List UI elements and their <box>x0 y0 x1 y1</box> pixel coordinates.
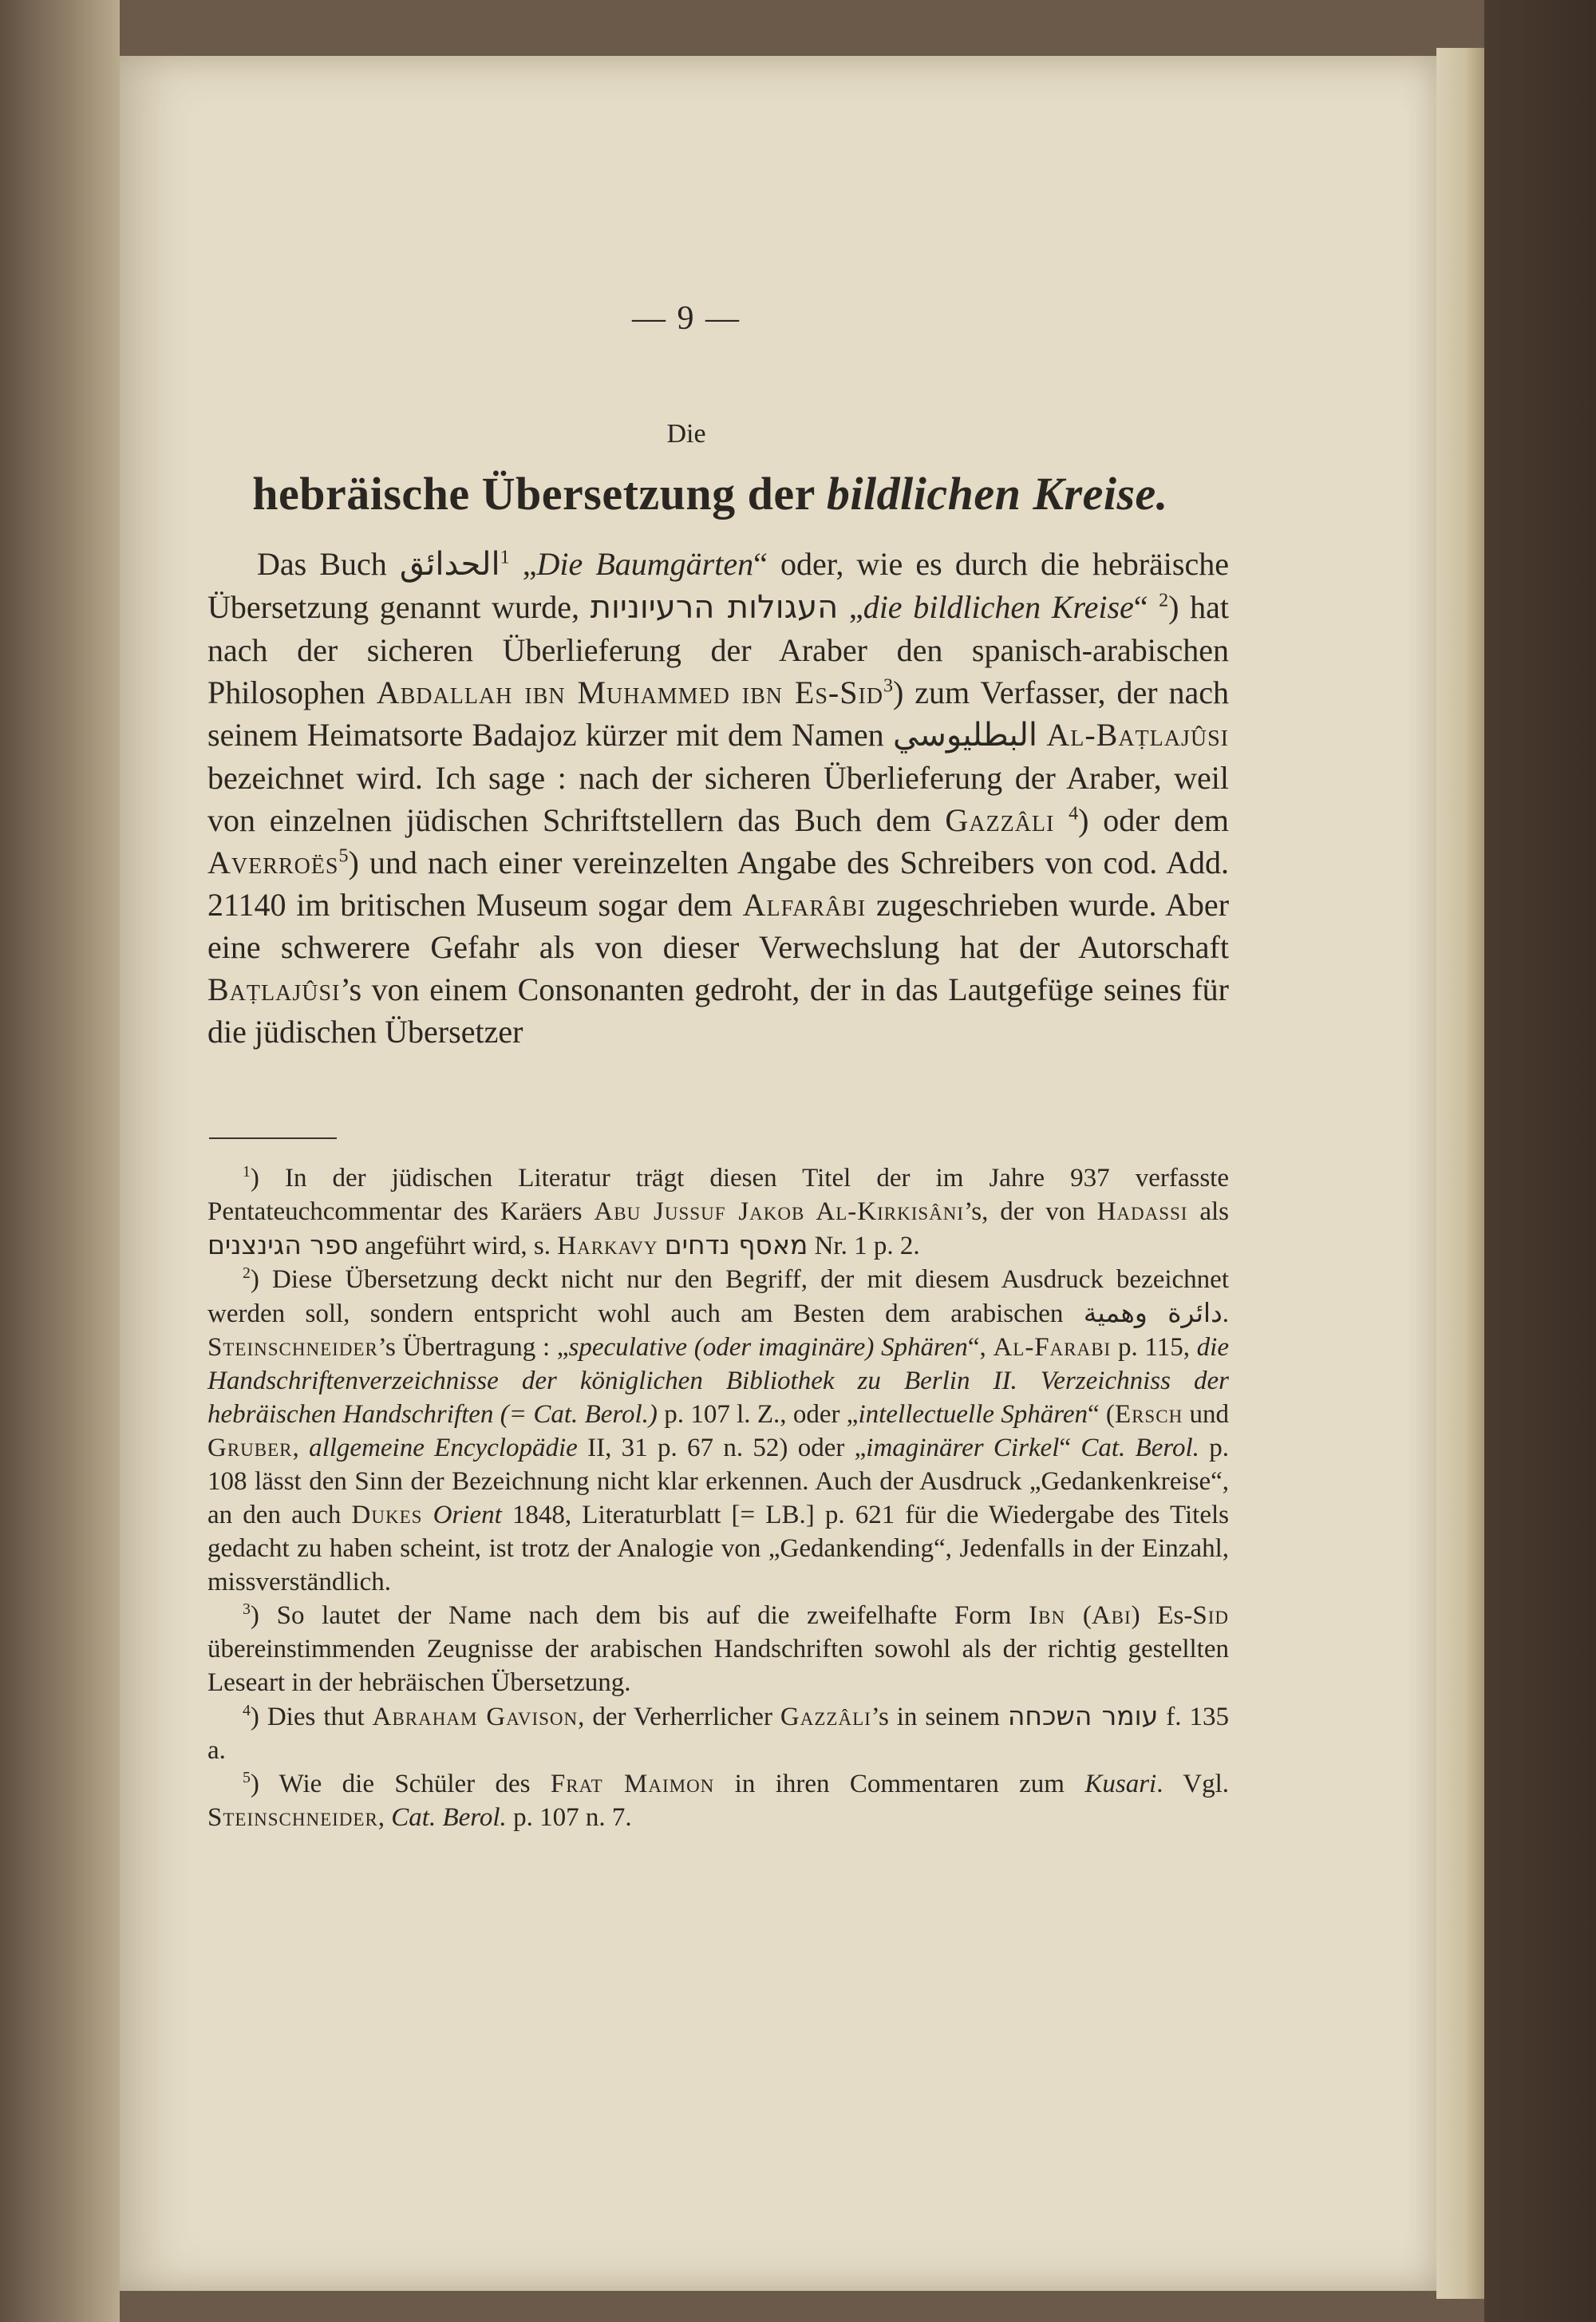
text-run: , der Verherrlicher <box>578 1703 780 1731</box>
footnote-1 <box>207 1161 1229 1263</box>
text-run: , <box>377 1803 392 1832</box>
author-name: Averroës <box>207 845 339 880</box>
text-run: ’s, der von <box>964 1197 1097 1226</box>
author-name: Alfarâbi <box>742 887 867 923</box>
text-run <box>658 1232 665 1260</box>
author-name: Gruber <box>207 1434 293 1462</box>
text-run: ’s Übertragung : „ <box>377 1333 569 1362</box>
footnote-ref-3[interactable]: 3 <box>883 675 894 697</box>
author-name: Ersch <box>1114 1400 1183 1429</box>
author-name: Frat Maimon <box>550 1770 715 1798</box>
text-run: Das Buch <box>257 546 400 582</box>
text-run: 1848, Literaturblatt [= LB.] p. 621 für die Wiedergabe des Titels gedacht zu haben scheint, ist trotz der Analogie von „Gedankending“, Jedenfalls in der Einzahl, missverständlich. <box>207 1501 1230 1596</box>
author-name: Abi <box>1091 1601 1132 1630</box>
footnote-ref-1[interactable]: 1 <box>500 547 510 568</box>
author-name: Al-Baṭlajûsi <box>1046 717 1229 753</box>
hebrew-title: עומר השכחה <box>1007 1700 1159 1731</box>
title-bold: hebräische Übersetzung der <box>252 468 827 520</box>
main-text <box>207 543 1229 1053</box>
italic-citation: Orient <box>433 1501 502 1529</box>
italic-term: imaginärer Cirkel <box>866 1434 1060 1462</box>
text-run <box>1054 802 1069 838</box>
footnote-marker: 5 <box>243 1769 251 1786</box>
text-run: Nr. 1 p. 2. <box>808 1232 920 1260</box>
author-name: Hadassi <box>1096 1197 1188 1226</box>
text-run: p. 115, <box>1111 1333 1197 1362</box>
text-run: ) Diese Übersetzung deckt nicht nur den Begriff, der mit diesem Ausdruck bezeichnet werden soll, sondern entspricht wohl auch am Besten dem arabischen <box>207 1265 1229 1328</box>
text-run: zugeschrieben wurde. Aber eine schwerere Gefahr als von dieser Verwechslung hat der Autorschaft <box>207 887 1230 965</box>
text-run: als <box>1187 1197 1229 1226</box>
text-run: . <box>1222 1299 1230 1328</box>
page-stack-edge <box>1436 48 1484 2299</box>
italic-title: Kusari <box>1084 1770 1157 1798</box>
arabic-term: دائرة <box>1167 1297 1223 1328</box>
author-name: Abraham Gavison <box>372 1703 579 1731</box>
text-run: ) Dies thut <box>250 1703 373 1731</box>
author-name: Abdallah ibn Muhammed ibn Es-Sid <box>376 674 884 710</box>
text-run <box>1148 1299 1167 1328</box>
author-name: Baṭlajûsi <box>207 971 341 1007</box>
footnotes <box>207 1161 1229 1834</box>
author-name: Gazzâli <box>945 802 1055 838</box>
footnote-3 <box>207 1599 1229 1699</box>
author-name: Dukes <box>351 1501 423 1529</box>
text-run: “ <box>1133 589 1159 625</box>
italic-citation: allgemeine Encyclopädie <box>309 1434 578 1462</box>
author-name: Abu Jussuf Jakob Al-Kirkisâni <box>594 1197 965 1226</box>
text-run: p. 107 l. Z., oder „ <box>657 1400 859 1429</box>
text-run: und <box>1183 1400 1230 1429</box>
text-run: ) zum Verfasser, der nach seinem Heimatsorte Badajoz kürzer mit dem Namen <box>207 674 1229 753</box>
italic-citation: Cat. Berol. <box>1080 1434 1199 1462</box>
hebrew-title: העגולות הרעיוניות <box>590 589 839 626</box>
footnote-2 <box>207 1263 1229 1599</box>
page-title <box>184 467 1237 520</box>
footnote-marker: 4 <box>243 1702 251 1719</box>
text-run: ) Wie die Schüler des <box>250 1770 551 1798</box>
text-run: übereinstimmenden Zeugnisse der arabischen Handschriften sowohl als der richtig gestellten Leseart in der hebräischen Übersetzung. <box>207 1635 1229 1697</box>
italic-term: intellectuelle Sphären <box>858 1400 1088 1429</box>
text-run: ) In der jüdischen Literatur trägt diesen Titel der im Jahre 937 verfasste Pentateuchcommentar des Karäers <box>207 1164 1229 1226</box>
text-run: „ <box>838 589 863 625</box>
italic-title: die bildlichen Kreise <box>863 589 1134 625</box>
italic-term: speculative (oder imaginäre) Sphären <box>568 1333 968 1362</box>
text-run: f. 135 a. <box>207 1703 1229 1765</box>
paragraph-1 <box>207 543 1229 1053</box>
text-run: “ <box>1059 1434 1081 1462</box>
title-kicker: Die <box>666 419 706 449</box>
text-run: “ ( <box>1087 1400 1115 1429</box>
italic-title: Die Baumgärten <box>536 546 754 582</box>
arabic-term: وهمية <box>1083 1297 1148 1328</box>
arabic-title: الحدائق <box>399 546 500 583</box>
italic-citation: die Handschriftenverzeichnisse der königlichen Bibliothek zu Berlin II. Verzeichniss der hebräischen Handschriften (= Cat. Berol.) <box>207 1333 1229 1429</box>
text-run: ) oder dem <box>1078 802 1230 838</box>
text-run: bezeichnet wird. Ich sage : nach der sicheren Überlieferung der Araber, weil von einzelnen jüdischen Schriftstellern das Buch dem <box>207 760 1229 838</box>
footnote-ref-2[interactable]: 2 <box>1159 590 1169 611</box>
footnote-separator <box>209 1137 337 1139</box>
book-gutter-shadow <box>0 0 120 2322</box>
title-italic: bildlichen Kreise. <box>826 468 1168 520</box>
text-run: ) So lautet der Name nach dem bis auf die zweifelhafte Form <box>250 1601 1029 1630</box>
footnote-marker: 3 <box>243 1600 251 1618</box>
author-name: Sid <box>1192 1601 1229 1630</box>
footnote-marker: 1 <box>243 1163 251 1181</box>
text-run: „ <box>509 546 537 582</box>
footnote-ref-5[interactable]: 5 <box>338 845 349 867</box>
author-name: Steinschneider <box>207 1333 378 1362</box>
text-run: angeführt wird, s. <box>358 1232 558 1260</box>
hebrew-title: מאסף נדחים <box>664 1229 808 1260</box>
text-run: , <box>292 1434 310 1462</box>
author-name: Ibn <box>1029 1601 1066 1630</box>
footnote-ref-4[interactable]: 4 <box>1069 803 1079 825</box>
book-cover-edge <box>1484 0 1596 2322</box>
text-run: “ oder, wie es durch die hebräische Übersetzung genannt wurde, <box>207 546 1229 625</box>
text-run: ( <box>1065 1601 1092 1630</box>
text-run: ’s von einem Consonanten gedroht, der in das Lautgefüge seines für die jüdischen Übersetzer <box>207 971 1229 1050</box>
text-run <box>1037 717 1046 753</box>
text-run: ) Es- <box>1131 1601 1193 1630</box>
page-number: — 9 — <box>632 300 741 337</box>
text-run: in ihren Commentaren zum <box>714 1770 1085 1798</box>
text-run: . Vgl. <box>1156 1770 1229 1798</box>
hebrew-title: ספר הגינצנים <box>207 1229 358 1260</box>
footnote-marker: 2 <box>243 1264 251 1282</box>
italic-citation: Cat. Berol. <box>391 1803 507 1832</box>
text-run: p. 107 n. 7. <box>506 1803 632 1832</box>
text-run: “, <box>967 1333 994 1362</box>
author-name: Gazzâli <box>780 1703 871 1731</box>
text-run: ) hat nach der sicheren Überlieferung der Araber den spanisch-arabischen Philosophen <box>207 589 1230 710</box>
footnote-5 <box>207 1767 1229 1834</box>
author-name: Harkavy <box>557 1232 658 1260</box>
arabic-name: البطليوسي <box>893 717 1038 754</box>
text-run: ) und nach einer vereinzelten Angabe des Schreibers von cod. Add. 21140 im britischen Museum sogar dem <box>207 845 1229 923</box>
text-run: II, 31 p. 67 n. 52) oder „ <box>577 1434 867 1462</box>
text-run: p. 108 lässt den Sinn der Bezeichnung nicht klar erkennen. Auch der Ausdruck „Gedankenkreise“, an den auch <box>207 1434 1230 1529</box>
text-run: ’s in seinem <box>871 1703 1008 1731</box>
text-run <box>422 1501 433 1529</box>
author-name: Steinschneider <box>207 1803 378 1832</box>
author-name: Al-Farabi <box>993 1333 1112 1362</box>
footnote-4 <box>207 1699 1229 1767</box>
